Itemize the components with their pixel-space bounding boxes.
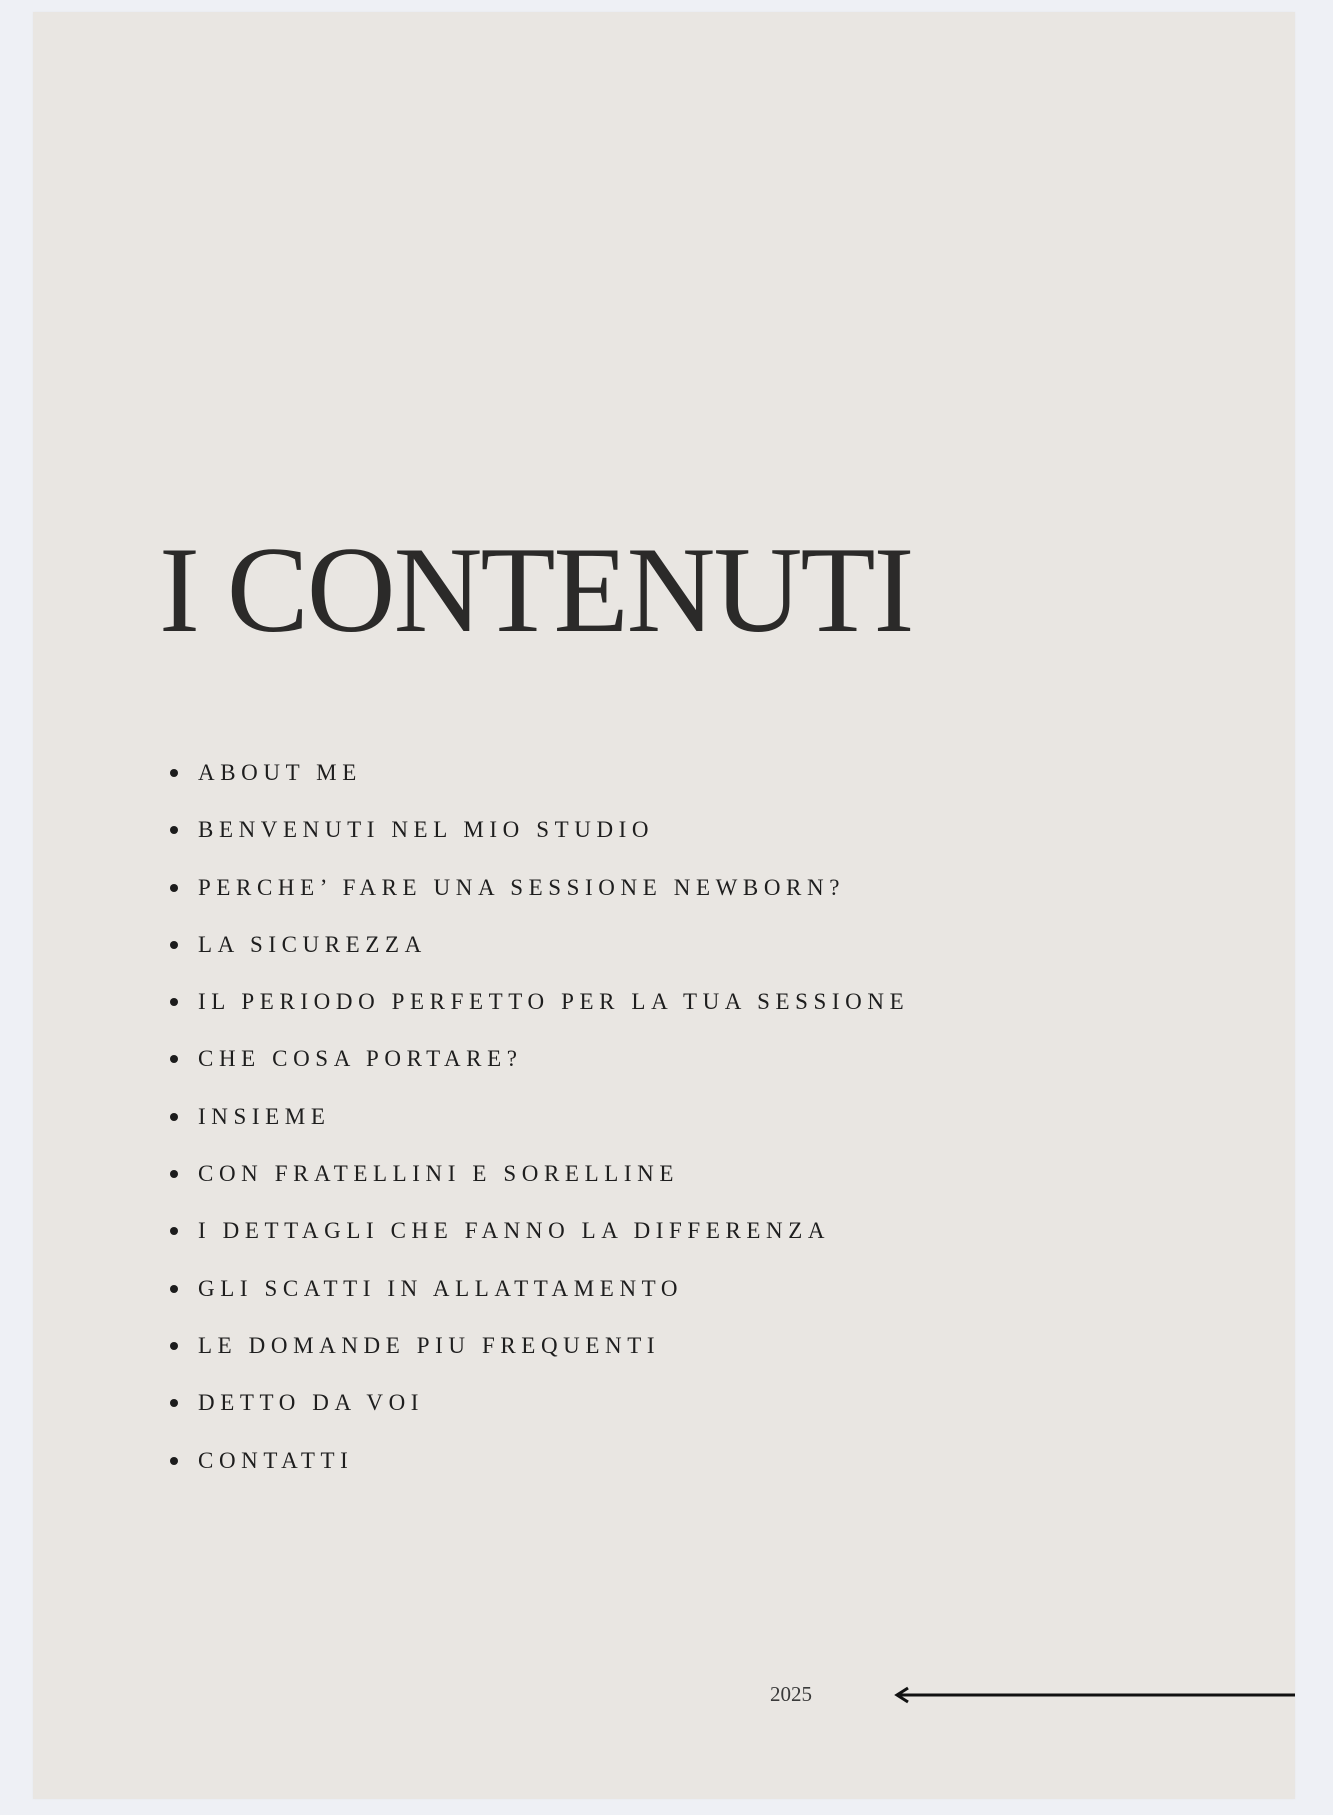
toc-item-label: CONTATTI — [198, 1447, 354, 1473]
toc-item-label: CHE COSA PORTARE? — [198, 1046, 523, 1072]
toc-item-label: INSIEME — [198, 1103, 331, 1129]
toc-item-label: PERCHE’ FARE UNA SESSIONE NEWBORN? — [198, 874, 846, 900]
bullet-icon — [170, 1170, 178, 1178]
toc-item-label: BENVENUTI NEL MIO STUDIO — [198, 817, 655, 843]
document-page — [33, 12, 1295, 1799]
bullet-icon — [170, 826, 178, 834]
bullet-icon — [170, 769, 178, 777]
toc-item-label: LA SICUREZZA — [198, 931, 427, 957]
toc-item-label: IL PERIODO PERFETTO PER LA TUA SESSIONE — [198, 989, 910, 1015]
bullet-icon — [170, 1285, 178, 1293]
bullet-icon — [170, 1457, 178, 1465]
toc-item-label: CON FRATELLINI E SORELLINE — [198, 1161, 679, 1187]
footer-year: 2025 — [770, 1682, 812, 1706]
toc-item-label: GLI SCATTI IN ALLATTAMENTO — [198, 1275, 684, 1301]
bullet-icon — [170, 1342, 178, 1350]
bullet-icon — [170, 1227, 178, 1235]
bullet-icon — [170, 998, 178, 1006]
bullet-icon — [170, 1399, 178, 1407]
arrow-left-icon[interactable] — [894, 1683, 1295, 1707]
bullet-icon — [170, 941, 178, 949]
bullet-icon — [170, 1113, 178, 1121]
toc-item-label: LE DOMANDE PIU FREQUENTI — [198, 1332, 661, 1358]
bullet-icon — [170, 1055, 178, 1063]
toc-item-label: I DETTAGLI CHE FANNO LA DIFFERENZA — [198, 1218, 831, 1244]
toc-item-label: DETTO DA VOI — [198, 1390, 425, 1416]
toc-item-label: ABOUT ME — [198, 760, 362, 785]
page-title: I CONTENUTI — [159, 521, 913, 658]
bullet-icon — [170, 884, 178, 892]
